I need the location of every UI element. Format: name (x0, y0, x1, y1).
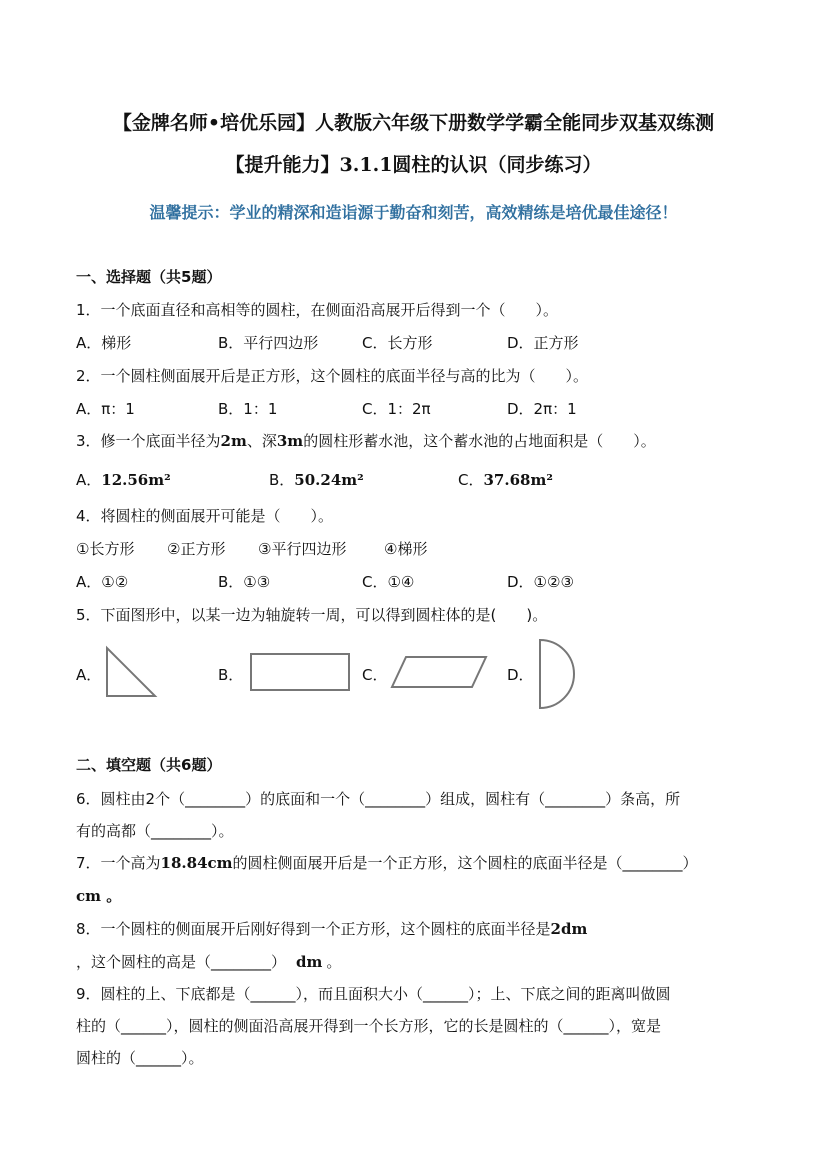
q3-option-c-letter: C． (458, 471, 484, 489)
q1-option-d[interactable]: D．正方形 (507, 334, 579, 352)
question-1-stem: 1．一个底面直径和高相等的圆柱，在侧面沿高展开后得到一个（ ）。 (76, 301, 559, 319)
q4-choice-3: ③平行四边形 (258, 540, 347, 558)
q3-option-b-letter: B． (269, 471, 295, 489)
question-4-stem: 4．将圆柱的侧面展开可能是（ ）。 (76, 507, 334, 525)
q4-choice-4: ④梯形 (384, 540, 428, 558)
q1-option-a[interactable]: A．梯形 (76, 334, 132, 352)
title-line-1: 【金牌名师•培优乐园】人教版六年级下册数学学霸全能同步双基双练测 (112, 112, 715, 134)
question-7-line-1 (76, 852, 698, 873)
q8-line2-end: 。 (326, 953, 342, 971)
question-7-line-2: cm 。 (76, 887, 122, 905)
q4-option-a[interactable]: A．①② (76, 573, 129, 591)
question-9-line-1: 9．圆柱的上、下底都是（______），而且面积大小（______）；上、下底之间的距离叫做圆 (76, 985, 671, 1003)
q3-option-c[interactable] (458, 469, 553, 490)
q8-unit: dm (296, 953, 323, 971)
question-9-line-2: 柱的（______），圆柱的侧面沿高展开得到一个长方形，它的长是圆柱的（______），宽是 (76, 1017, 662, 1035)
q5-option-b[interactable]: B． (218, 666, 244, 684)
q2-option-b[interactable]: B．1：1 (218, 400, 278, 418)
q1-option-c[interactable]: C．长方形 (362, 334, 433, 352)
q7-part-1: 7．一个高为 (76, 854, 161, 872)
parallelogram-figure (390, 654, 490, 690)
question-3-stem (76, 430, 656, 451)
q5-option-a[interactable]: A． (76, 666, 102, 684)
q1-option-b[interactable]: B．平行四边形 (218, 334, 319, 352)
q2-option-c[interactable]: C．1：2π (362, 400, 431, 418)
q8-part-1: 8．一个圆柱的侧面展开后刚好得到一个正方形，这个圆柱的底面半径是 (76, 920, 551, 938)
q3-option-c-value: 37.68m² (483, 471, 553, 489)
q3-radius-value: 2m (220, 432, 247, 450)
q3-option-a-letter: A． (76, 471, 102, 489)
section-2-heading: 二、填空题（共6题） (76, 756, 222, 774)
q4-choice-2: ②正方形 (167, 540, 226, 558)
question-5-stem: 5．下面图形中，以某一边为轴旋转一周，可以得到圆柱体的是( )。 (76, 606, 548, 624)
q8-radius-value: 2dm (550, 920, 588, 938)
section-1-heading: 一、选择题（共5题） (76, 268, 222, 286)
q3-option-b-value: 50.24m² (294, 471, 364, 489)
question-9-line-3: 圆柱的（______）。 (76, 1049, 204, 1067)
q2-option-d[interactable]: D．2π：1 (507, 400, 577, 418)
q4-option-b[interactable]: B．①③ (218, 573, 271, 591)
q3-stem-part-3: 的圆柱形蓄水池，这个蓄水池的占地面积是（ ）。 (303, 432, 656, 450)
right-triangle-figure (100, 644, 160, 700)
question-6-line-1: 6．圆柱由2个（________）的底面和一个（________）组成，圆柱有（________）条高，所 (76, 790, 681, 808)
q3-stem-part-2: 、深 (246, 432, 277, 450)
q4-option-c[interactable]: C．①④ (362, 573, 415, 591)
q3-option-a-value: 12.56m² (101, 471, 171, 489)
question-8-line-2 (76, 951, 341, 972)
question-8-line-1 (76, 918, 587, 939)
q7-height-value: 18.84cm (160, 854, 233, 872)
q5-option-c[interactable]: C． (362, 666, 388, 684)
rectangle-figure (248, 652, 352, 694)
q4-option-d[interactable]: D．①②③ (507, 573, 574, 591)
q3-option-b[interactable] (269, 469, 364, 490)
tip-text: 温馨提示：学业的精深和造诣源于勤奋和刻苦，高效精练是培优最佳途径！ (149, 203, 678, 222)
q3-stem-part-1: 3．修一个底面半径为 (76, 432, 221, 450)
q5-option-d[interactable]: D． (507, 666, 534, 684)
q3-option-a[interactable] (76, 469, 171, 490)
q4-choice-1: ①长方形 (76, 540, 135, 558)
q8-line2-part-1: ，这个圆柱的高是（________） (76, 953, 287, 971)
title-line-2: 【提升能力】3.1.1圆柱的认识（同步练习） (225, 154, 602, 176)
question-2-stem: 2．一个圆柱侧面展开后是正方形，这个圆柱的底面半径与高的比为（ ）。 (76, 367, 589, 385)
question-6-line-2: 有的高都（________）。 (76, 822, 234, 840)
q3-depth-value: 3m (276, 432, 304, 450)
q2-option-a[interactable]: A．π：1 (76, 400, 135, 418)
q7-part-2: 的圆柱侧面展开后是一个正方形，这个圆柱的底面半径是（________） (232, 854, 698, 872)
semicircle-figure (536, 638, 580, 712)
